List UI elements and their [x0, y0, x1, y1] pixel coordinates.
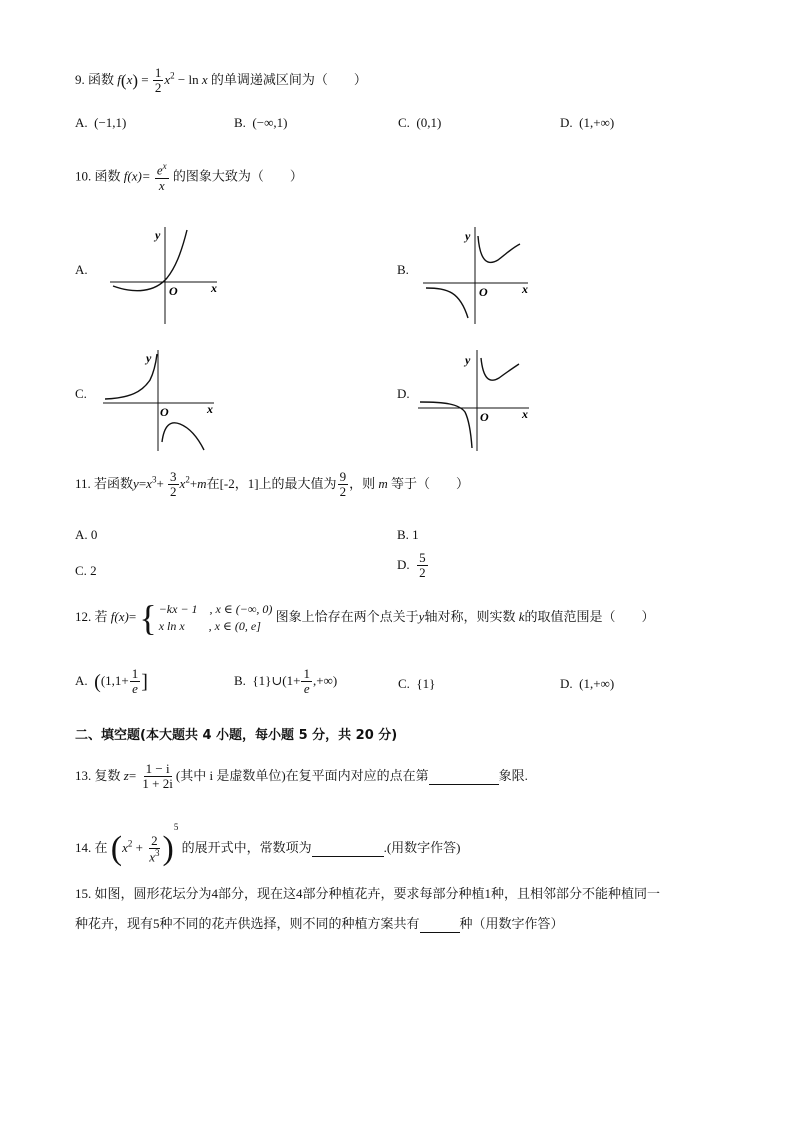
- q10-b-axis-x: x: [522, 282, 528, 296]
- q14-answer-blank[interactable]: [312, 840, 384, 857]
- q10-graph-d: [415, 346, 535, 456]
- question-15-line-1: 15. 如图，圆形花坛分为4部分，现在这4部分种植花卉，要求每部分种植1种，且相邻部分不能种植同一: [75, 886, 661, 901]
- q9-option-b[interactable]: B. (−∞,1): [234, 115, 288, 130]
- q10-option-d-label[interactable]: D.: [397, 386, 410, 401]
- q10-graph-c: [100, 346, 220, 456]
- q10-option-a-label[interactable]: A.: [75, 262, 88, 277]
- q12-option-b[interactable]: B. {1}∪(1+ $\frac{1}{e}$ ,+∞): [234, 666, 338, 697]
- q12-option-a[interactable]: A. ((1,1+ $\frac{1}{e}$ ]: [75, 666, 148, 697]
- q10-b-axis-y: y: [465, 229, 471, 243]
- q11-option-c[interactable]: C. 2: [75, 563, 97, 578]
- q14-fraction: $\frac{2}{x^3}$: [149, 832, 160, 865]
- q11-option-b[interactable]: B. 1: [397, 527, 419, 542]
- q10-a-axis-x: x: [211, 281, 217, 295]
- q10-a-axis-y: y: [155, 228, 161, 242]
- q10-graph-a: [105, 222, 225, 327]
- q11-option-a[interactable]: A. 0: [75, 527, 98, 542]
- question-9: 9. 函数 f(x) = $\frac{1}{2}$ $x^2 - \ln x$ 的单调递减区间为（ ）: [75, 65, 367, 96]
- q10-c-axis-x: x: [207, 402, 213, 416]
- q9-option-d[interactable]: D. (1,+∞): [560, 115, 615, 130]
- q10-a-origin: O: [169, 284, 178, 298]
- q10-graph-b: [420, 222, 535, 327]
- question-12: 12. 若 f(x)= { −kx − 1 , x ∈ (−∞, 0) x ln x , x ∈ (0, e] 图象上恰存在两个点关于y轴对称，则实数 k的取值范围是（ ）: [75, 598, 655, 638]
- q10-option-c-label[interactable]: C.: [75, 386, 87, 401]
- q9-f: f: [117, 71, 121, 87]
- q13-answer-blank[interactable]: [429, 768, 499, 785]
- q9-prefix: 函数: [88, 71, 115, 87]
- q13-fraction: $\frac{1 - i}{1 + 2i}$: [142, 761, 173, 792]
- question-10: 10. 函数 f(x)= $\frac{e^x}{x}$ 的图象大致为（ ）: [75, 161, 303, 193]
- q9-option-c[interactable]: C. (0,1): [398, 115, 442, 130]
- q12-piecewise: { −kx − 1 , x ∈ (−∞, 0) x ln x , x ∈ (0, e]: [139, 598, 273, 638]
- q10-option-b-label[interactable]: B.: [397, 262, 409, 277]
- q11-option-d[interactable]: D. $\frac{5}{2}$: [397, 550, 426, 581]
- q11-max-fraction: $\frac{9}{2}$: [339, 469, 347, 500]
- q9-half-fraction: $\frac{1}{2}$: [154, 65, 162, 96]
- q10-d-axis-x: x: [522, 407, 528, 421]
- question-15-line-2: 种花卉，现有5种不同的花卉供选择，则不同的种植方案共有 种（用数字作答）: [75, 916, 564, 931]
- q10-c-axis-y: y: [146, 351, 152, 365]
- q10-b-origin: O: [479, 285, 488, 299]
- q12-option-d[interactable]: D. (1,+∞): [560, 676, 615, 691]
- question-13: 13. 复数 z= $\frac{1 - i}{1 + 2i}$ (其中 i 是虚数单位)在复平面内对应的点在第 象限.: [75, 761, 528, 792]
- q10-fraction: $\frac{e^x}{x}$: [156, 161, 167, 193]
- q10-c-origin: O: [160, 405, 169, 419]
- q9-option-a[interactable]: A. (−1,1): [75, 115, 127, 130]
- q10-d-origin: O: [480, 410, 489, 424]
- section-2-heading: 二、填空题(本大题共 4 小题，每小题 5 分，共 20 分): [75, 728, 398, 743]
- q15-answer-blank[interactable]: [420, 916, 460, 933]
- q12-option-c[interactable]: C. {1}: [398, 676, 436, 691]
- q10-d-axis-y: y: [465, 353, 471, 367]
- question-11: 11. 若函数$y=x^3+$ $\frac{3}{2}$ $x^2+m$在[-2，1]上的最大值为 $\frac{9}{2}$ ，则 m 等于（ ）: [75, 469, 469, 500]
- q9-number: 9.: [75, 71, 85, 87]
- q9-suffix: 的单调递减区间为（ ）: [210, 71, 367, 87]
- q11-coefficient-fraction: $\frac{3}{2}$: [170, 469, 177, 500]
- question-14: 14. 在 ($x^2$ + $\frac{2}{x^3}$ )$^5$ 的展开式中，常数项为 .(用数字作答): [75, 822, 461, 868]
